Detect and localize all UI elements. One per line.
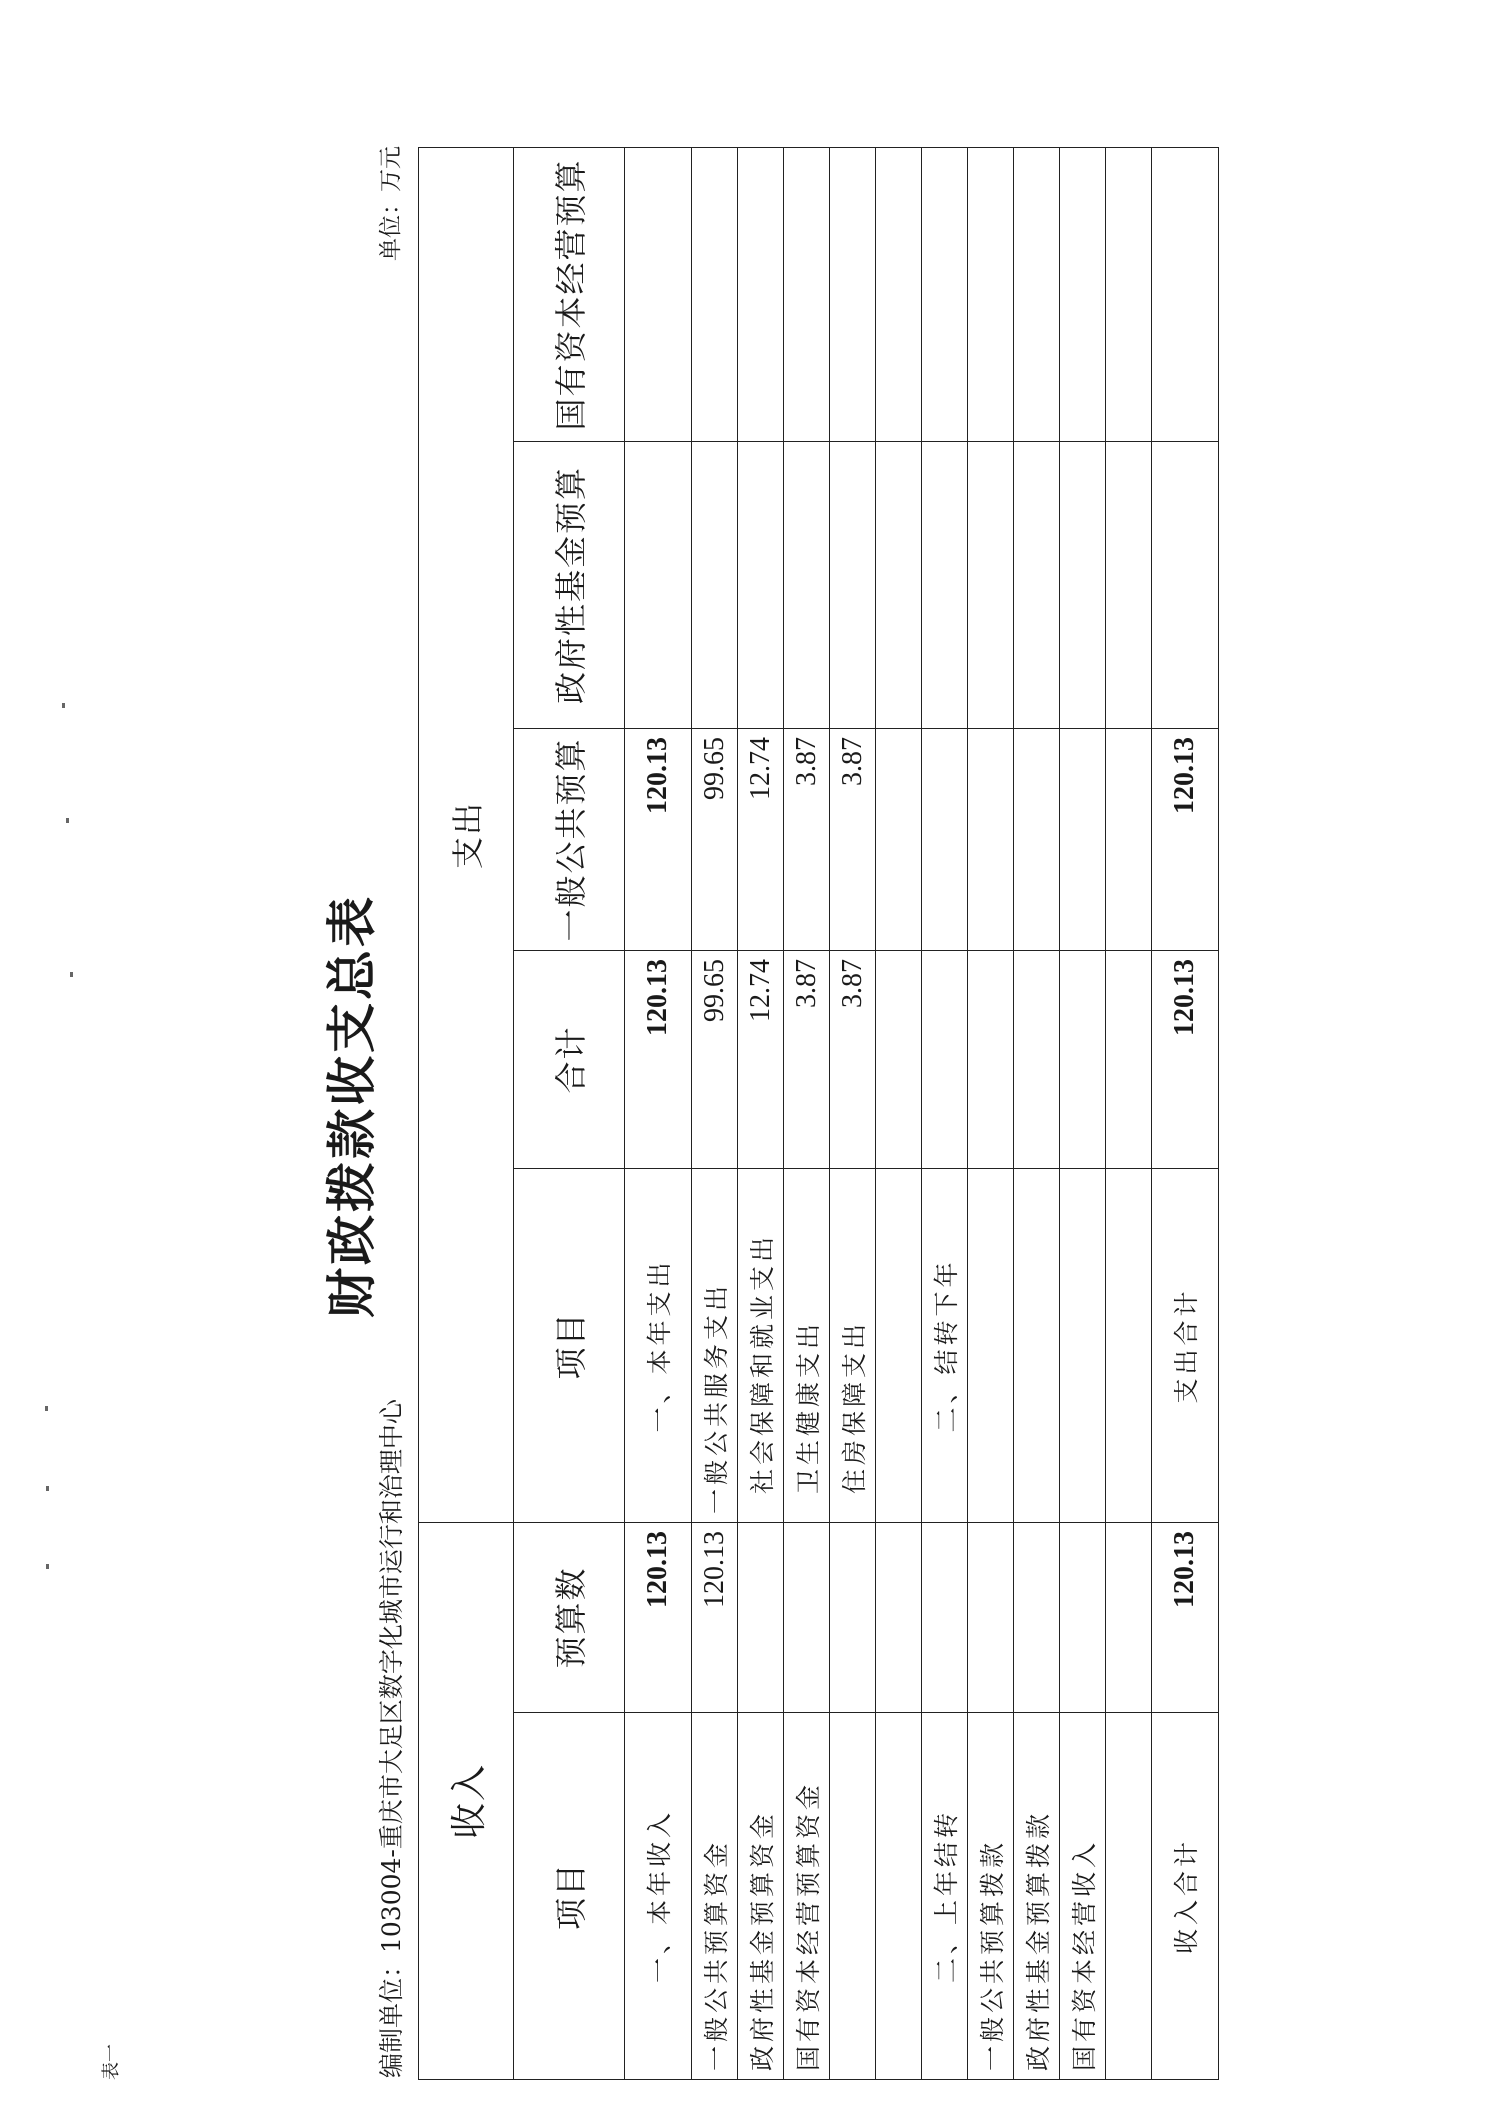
income-amount-cell — [784, 1523, 830, 1713]
general-budget-cell: 120.13 — [625, 729, 692, 951]
total-header: 合计 — [514, 951, 625, 1169]
income-amount-cell — [1060, 1523, 1106, 1713]
expense-total-cell — [1106, 951, 1152, 1169]
income-amount-cell: 120.13 — [625, 1523, 692, 1713]
table-row — [876, 148, 922, 2080]
soe-budget-cell — [876, 148, 922, 442]
expense-item-cell: 住房保障支出 — [830, 1169, 876, 1523]
income-item-cell: 政府性基金预算拨款 — [1014, 1713, 1060, 2080]
income-item-cell: 国有资本经营预算资金 — [784, 1713, 830, 2080]
general-budget-cell — [922, 729, 968, 951]
soe-budget-cell — [1060, 148, 1106, 442]
soe-budget-cell — [625, 148, 692, 442]
scan-speck — [46, 1486, 49, 1491]
scan-speck — [70, 972, 73, 977]
expense-total-cell — [922, 951, 968, 1169]
scan-speck — [62, 703, 65, 708]
income-item-header: 项目 — [514, 1713, 625, 2080]
soe-budget-cell — [738, 148, 784, 442]
gov-fund-cell — [738, 442, 784, 729]
income-amount-cell — [968, 1523, 1014, 1713]
soe-budget-cell — [830, 148, 876, 442]
income-item-cell — [876, 1713, 922, 2080]
expense-item-cell: 一、本年支出 — [625, 1169, 692, 1523]
expense-total-cell — [1014, 951, 1060, 1169]
expense-total-cell: 3.87 — [784, 951, 830, 1169]
general-budget-cell: 99.65 — [692, 729, 738, 951]
table-row — [830, 148, 876, 2080]
table-row — [968, 148, 1014, 2080]
table-row — [738, 148, 784, 2080]
table-row — [1060, 148, 1106, 2080]
expense-header: 支出 — [419, 148, 514, 1523]
soe-budget-cell — [968, 148, 1014, 442]
table-row — [1106, 148, 1152, 2080]
gov-fund-cell — [968, 442, 1014, 729]
scan-speck — [45, 1406, 48, 1411]
table-row — [1152, 148, 1219, 2080]
income-amount-cell — [922, 1523, 968, 1713]
expense-item-cell: 一般公共服务支出 — [692, 1169, 738, 1523]
income-item-cell: 一般公共预算拨款 — [968, 1713, 1014, 2080]
soe-budget-cell — [784, 148, 830, 442]
income-amount-cell — [1106, 1523, 1152, 1713]
income-item-cell: 国有资本经营收入 — [1060, 1713, 1106, 2080]
gov-fund-header: 政府性基金预算 — [514, 442, 625, 729]
expense-item-cell — [968, 1169, 1014, 1523]
income-amount-cell: 120.13 — [692, 1523, 738, 1713]
gov-fund-cell — [1106, 442, 1152, 729]
expense-item-cell — [1106, 1169, 1152, 1523]
gov-fund-cell — [922, 442, 968, 729]
unit-label: 单位：万元 — [378, 146, 404, 261]
expense-total-cell — [1060, 951, 1106, 1169]
table-row — [1014, 148, 1060, 2080]
expense-item-cell: 二、结转下年 — [922, 1169, 968, 1523]
income-amount-cell — [830, 1523, 876, 1713]
expense-total-cell — [876, 951, 922, 1169]
scan-speck — [66, 818, 69, 823]
gov-fund-cell — [625, 442, 692, 729]
expense-total-cell — [968, 951, 1014, 1169]
general-budget-cell: 120.13 — [1152, 729, 1219, 951]
income-item-cell: 收入合计 — [1152, 1713, 1219, 2080]
expense-item-cell: 社会保障和就业支出 — [738, 1169, 784, 1523]
general-budget-cell: 3.87 — [830, 729, 876, 951]
general-budget-header: 一般公共预算 — [514, 729, 625, 951]
table-row — [625, 148, 692, 2080]
gov-fund-cell — [784, 442, 830, 729]
gov-fund-cell — [1014, 442, 1060, 729]
expense-item-cell — [1014, 1169, 1060, 1523]
expense-total-cell: 3.87 — [830, 951, 876, 1169]
gov-fund-cell — [876, 442, 922, 729]
soe-budget-cell — [1106, 148, 1152, 442]
gov-fund-cell — [1152, 442, 1219, 729]
table-row — [784, 148, 830, 2080]
rotated-page — [312, 80, 1488, 2080]
expense-total-cell: 120.13 — [625, 951, 692, 1169]
table-tag: 表一 — [101, 2044, 122, 2080]
budget-header: 预算数 — [514, 1523, 625, 1713]
income-amount-cell — [738, 1523, 784, 1713]
income-item-cell: 一、本年收入 — [625, 1713, 692, 2080]
soe-budget-cell — [692, 148, 738, 442]
expense-total-cell: 99.65 — [692, 951, 738, 1169]
expense-item-cell: 卫生健康支出 — [784, 1169, 830, 1523]
income-amount-cell — [876, 1523, 922, 1713]
expense-item-header: 项目 — [514, 1169, 625, 1523]
income-item-cell: 政府性基金预算资金 — [738, 1713, 784, 2080]
general-budget-cell — [1106, 729, 1152, 951]
expense-item-cell — [876, 1169, 922, 1523]
gov-fund-cell — [830, 442, 876, 729]
general-budget-cell — [876, 729, 922, 951]
gov-fund-cell — [692, 442, 738, 729]
expense-item-cell: 支出合计 — [1152, 1169, 1219, 1523]
income-amount-cell — [1014, 1523, 1060, 1713]
page-title: 财政拨款收支总表 — [322, 894, 381, 1318]
expense-item-cell — [1060, 1169, 1106, 1523]
soe-budget-cell — [922, 148, 968, 442]
soe-budget-cell — [1152, 148, 1219, 442]
table-row — [692, 148, 738, 2080]
table-row — [922, 148, 968, 2080]
general-budget-cell — [1014, 729, 1060, 951]
scan-speck — [46, 1564, 49, 1569]
general-budget-cell: 3.87 — [784, 729, 830, 951]
income-item-cell — [1106, 1713, 1152, 2080]
general-budget-cell — [1060, 729, 1106, 951]
soe-budget-cell — [1014, 148, 1060, 442]
expense-total-cell: 12.74 — [738, 951, 784, 1169]
soe-budget-header: 国有资本经营预算 — [514, 148, 625, 442]
org-label: 编制单位：103004-重庆市大足区数字化城市运行和治理中心 — [377, 1399, 406, 2078]
income-item-cell: 一般公共预算资金 — [692, 1713, 738, 2080]
gov-fund-cell — [1060, 442, 1106, 729]
income-amount-cell: 120.13 — [1152, 1523, 1219, 1713]
income-item-cell: 二、上年结转 — [922, 1713, 968, 2080]
general-budget-cell — [968, 729, 1014, 951]
income-header: 收入 — [419, 1523, 514, 2080]
general-budget-cell: 12.74 — [738, 729, 784, 951]
expense-total-cell: 120.13 — [1152, 951, 1219, 1169]
budget-table — [418, 147, 1219, 2080]
income-item-cell — [830, 1713, 876, 2080]
